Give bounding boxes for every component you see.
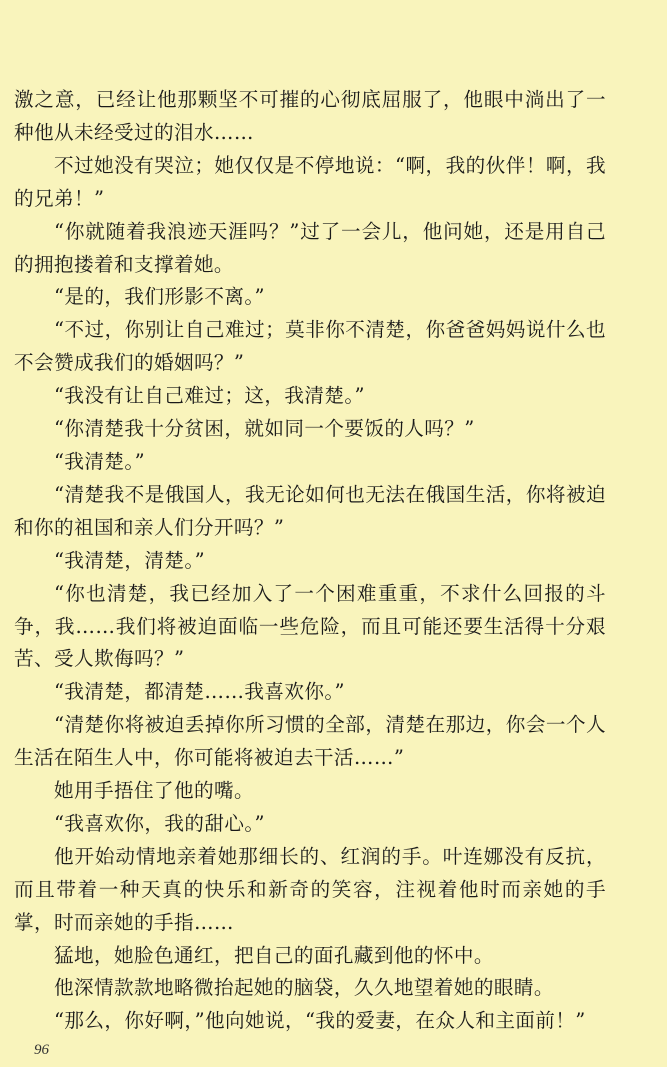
paragraph: 猛地，她脸色通红，把自己的面孔藏到他的怀中。 [54, 943, 494, 967]
paragraph: “不过，你别让自己难过；莫非你不清楚，你爸爸妈妈说什么也不会赞成我们的婚姻吗？” [14, 318, 606, 375]
paragraph: “清楚我不是俄国人，我无论如何也无法在俄国生活，你将被迫和你的祖国和亲人们分开吗？” [14, 482, 606, 539]
paragraph: 不过她没有哭泣；她仅仅是不停地说：“啊，我的伙伴！啊，我的兄弟！” [14, 153, 606, 210]
paragraph: “你也清楚，我已经加入了一个困难重重，不求什么回报的斗争，我……我们将被迫面临一些危险，而且可能还要生活得十分艰苦、受人欺侮吗？” [14, 581, 606, 671]
text-body [14, 84, 606, 1038]
paragraph: “你就随着我浪迹天涯吗？”过了一会儿，他问她，还是用自己的拥抱搂着和支撑着她。 [14, 219, 606, 276]
page-number: 96 [34, 1042, 49, 1058]
paragraph: “你清楚我十分贫困，就如同一个要饭的人吗？” [54, 417, 475, 441]
paragraph: “是的，我们形影不离。” [54, 285, 265, 309]
paragraph: 他开始动情地亲着她那细长的、红润的手。叶连娜没有反抗，而且带着一种天真的快乐和新奇的笑容，注视着他时而亲她的手掌，时而亲她的手指…… [14, 844, 606, 934]
paragraph: 她用手捂住了他的嘴。 [54, 779, 254, 803]
paragraph: “我清楚。” [54, 449, 146, 473]
paragraph: “那么，你好啊，”他向她说，“我的爱妻，在众人和主面前！” [54, 1009, 586, 1033]
paragraph-continued: 激之意，已经让他那颗坚不可摧的心彻底屈服了，他眼中淌出了一种他从未经受过的泪水…… [14, 88, 606, 144]
paragraph: “我喜欢你，我的甜心。” [54, 811, 265, 835]
paragraph: 他深情款款地略微抬起她的脑袋，久久地望着她的眼睛。 [54, 976, 554, 1000]
paragraph: “我没有让自己难过；这，我清楚。” [54, 384, 365, 408]
paragraph: “我清楚，清楚。” [54, 548, 205, 572]
paragraph: “我清楚，都清楚……我喜欢你。” [54, 680, 345, 704]
paragraph: “清楚你将被迫丢掉你所习惯的全部，清楚在那边，你会一个人生活在陌生人中，你可能将被迫去干活……” [14, 713, 606, 770]
